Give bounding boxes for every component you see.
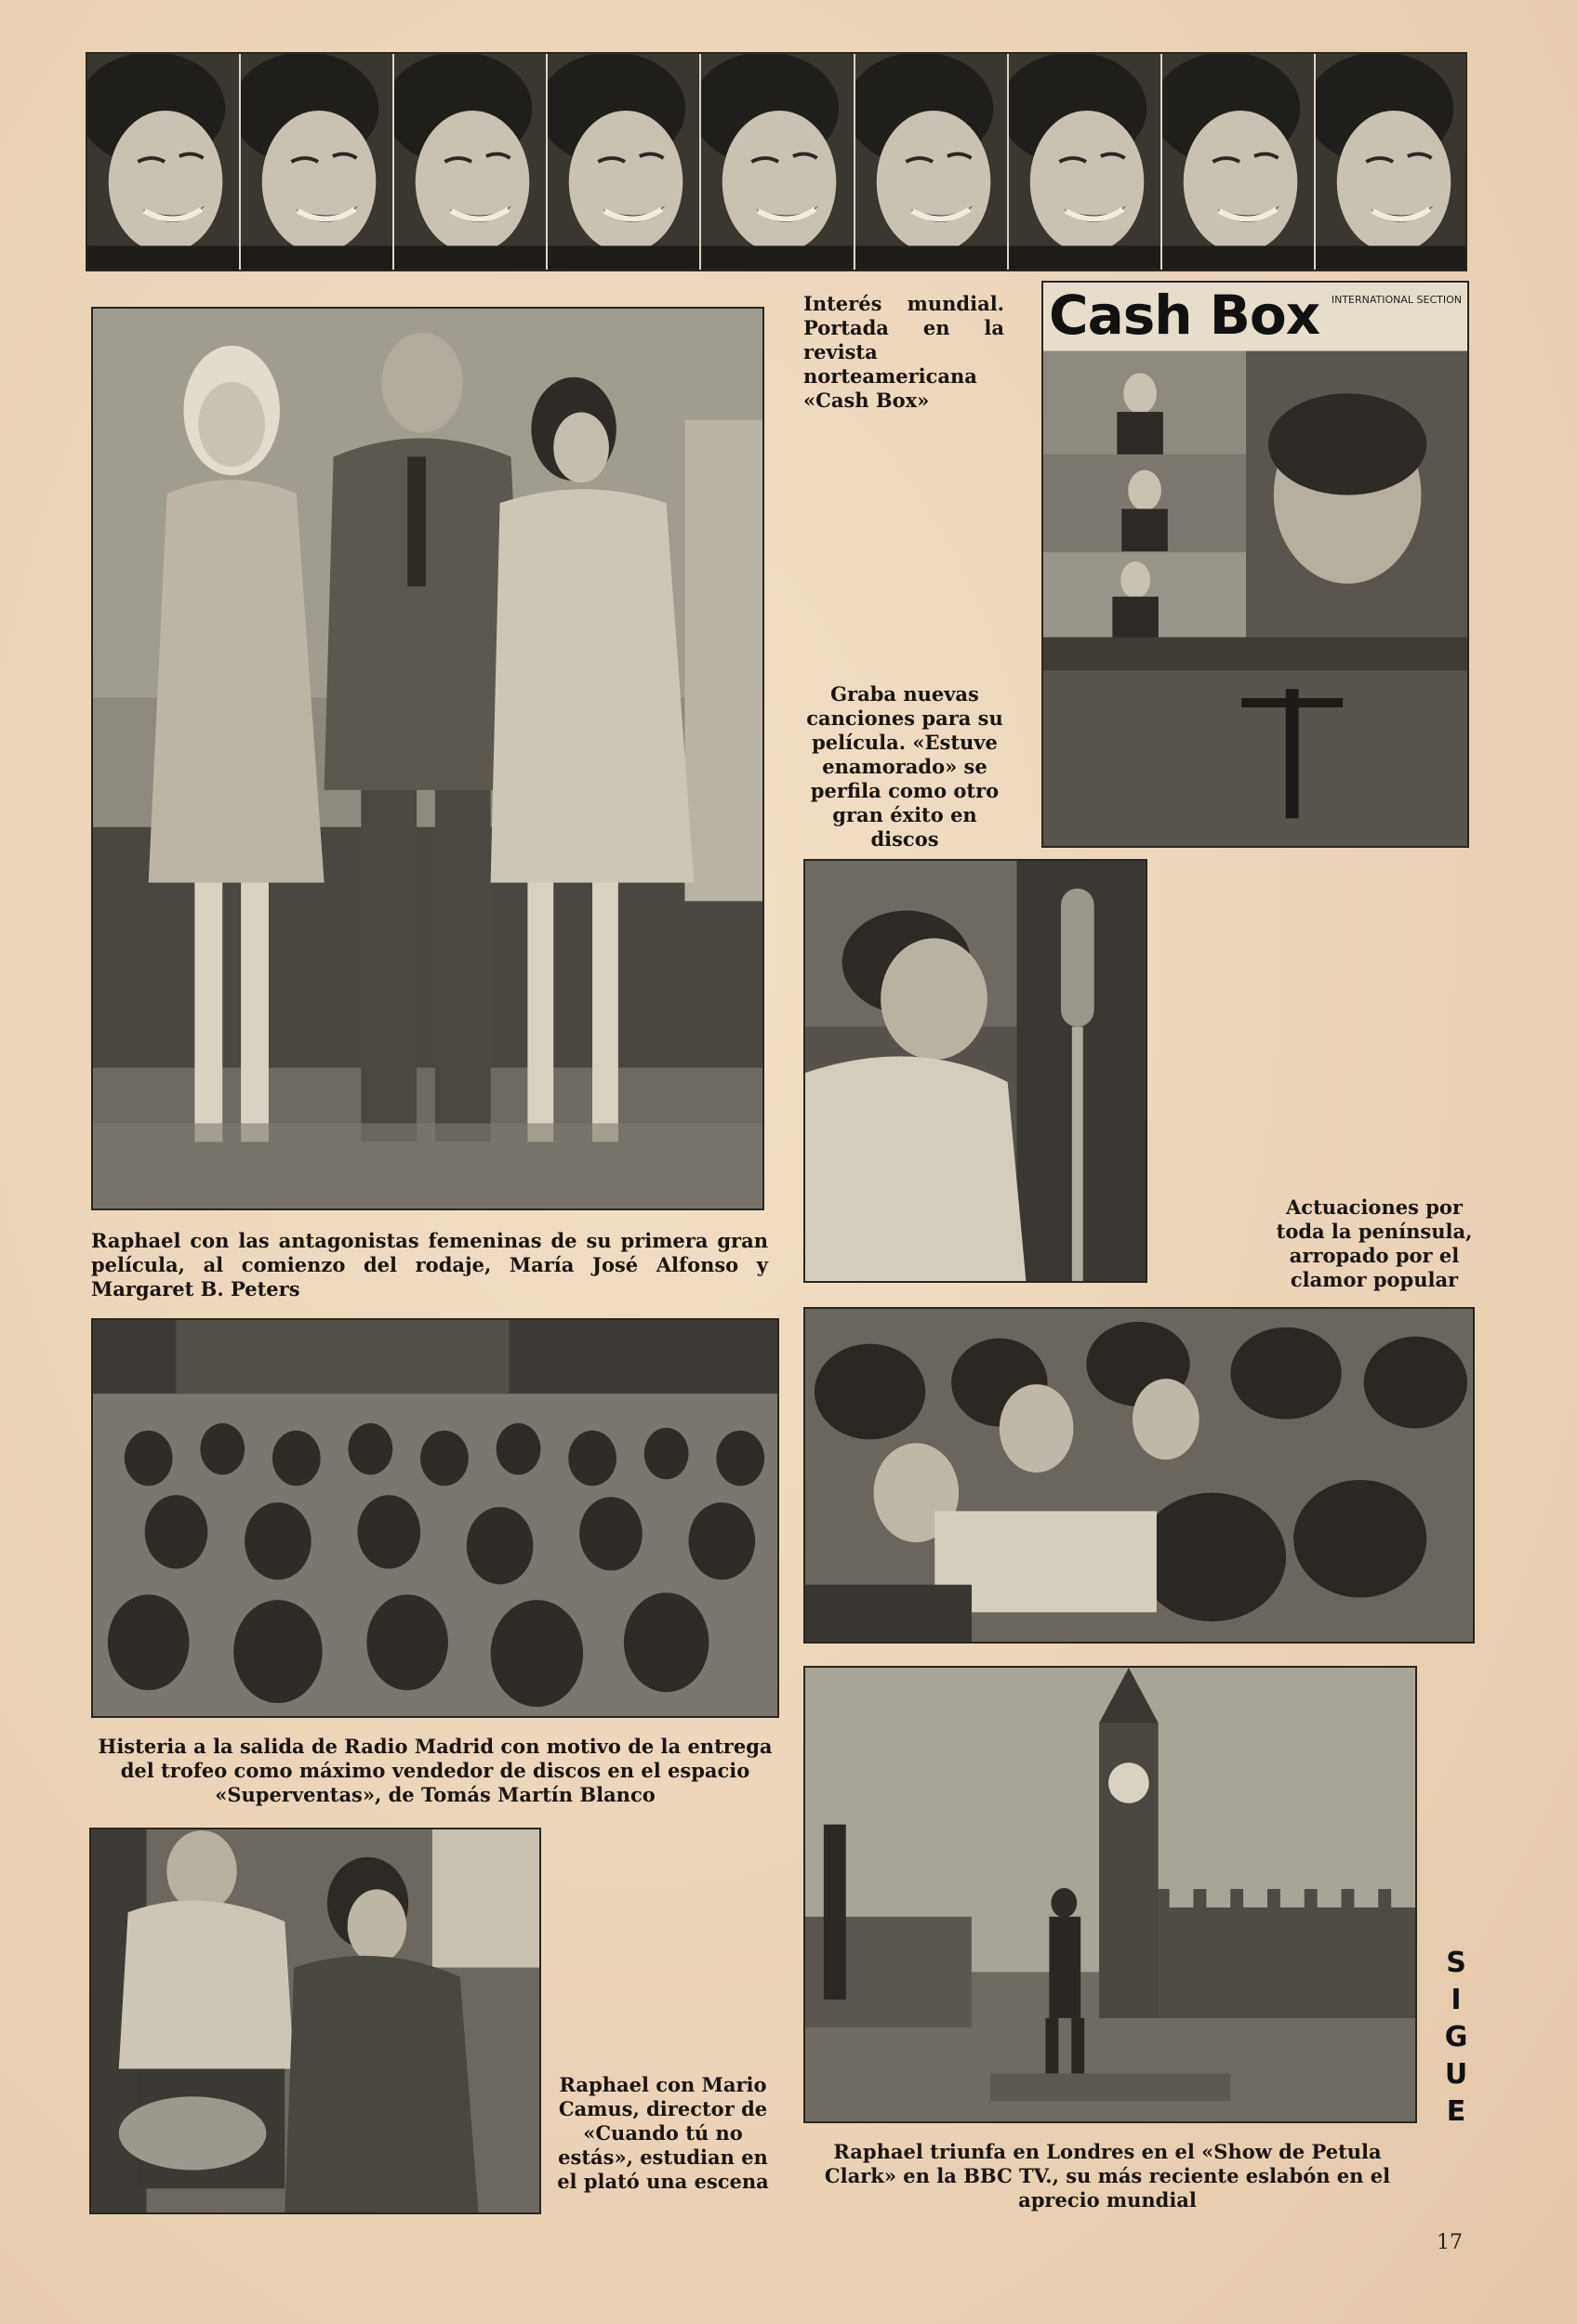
- cashbox-title: Cash Box: [1049, 284, 1320, 347]
- strip-frame: [241, 54, 394, 270]
- strip-frame: [1009, 54, 1162, 270]
- continue-letter: S: [1446, 1947, 1466, 1979]
- continue-label: [1443, 1945, 1469, 2131]
- continue-letter: I: [1451, 1984, 1462, 2016]
- strip-frame: [394, 54, 548, 270]
- page-number: 17: [1437, 2231, 1463, 2254]
- photo-london-big-ben: [803, 1666, 1417, 2123]
- photo-radio-madrid-crowd: [91, 1318, 779, 1718]
- cashbox-section-label: INTERNATIONAL SECTION: [1331, 294, 1462, 306]
- photo-raphael-with-actresses: [91, 307, 764, 1210]
- photo-strip-laughing-face: [86, 52, 1467, 271]
- caption-recording: Graba nuevas canciones para su película. «Estuve enamorado» se perfila como otro gran éxito en discos: [806, 682, 1003, 851]
- strip-frame: [87, 54, 241, 270]
- photo-recording-studio: [803, 859, 1147, 1283]
- photo-cashbox-cover: [1041, 281, 1469, 848]
- caption-london: Raphael triunfa en Londres en el «Show de Petula Clark» en la BBC TV., su más reciente eslabón en el aprecio mundial: [824, 2140, 1391, 2212]
- caption-radio-madrid: Histeria a la salida de Radio Madrid con motivo de la entrega del trofeo como máximo vendedor de discos en el espacio «Superventas», de Tomás Martín Blanco: [98, 1735, 773, 1806]
- caption-actresses: Raphael con las antagonistas femeninas de su primera gran película, al comienzo del rodaje, María José Alfonso y Margaret B. Peters: [91, 1229, 768, 1301]
- strip-frame: [1316, 54, 1467, 270]
- caption-cashbox: Interés mundial. Portada en la revista norteamericana «Cash Box»: [803, 292, 1004, 412]
- caption-camus: Raphael con Mario Camus, director de «Cuando tú no estás», estudian en el plató una escena: [557, 2073, 769, 2193]
- strip-frame: [548, 54, 701, 270]
- continue-letter: U: [1444, 2058, 1468, 2091]
- photo-fans-autographs: [803, 1307, 1475, 1644]
- caption-tour: Actuaciones por toda la península, arropado por el clamor popular: [1276, 1195, 1473, 1291]
- strip-frame: [1162, 54, 1316, 270]
- continue-letter: E: [1446, 2095, 1466, 2128]
- photo-raphael-with-mario-camus: [89, 1828, 541, 2214]
- strip-frame: [701, 54, 855, 270]
- strip-frame: [855, 54, 1009, 270]
- continue-letter: G: [1444, 2021, 1468, 2053]
